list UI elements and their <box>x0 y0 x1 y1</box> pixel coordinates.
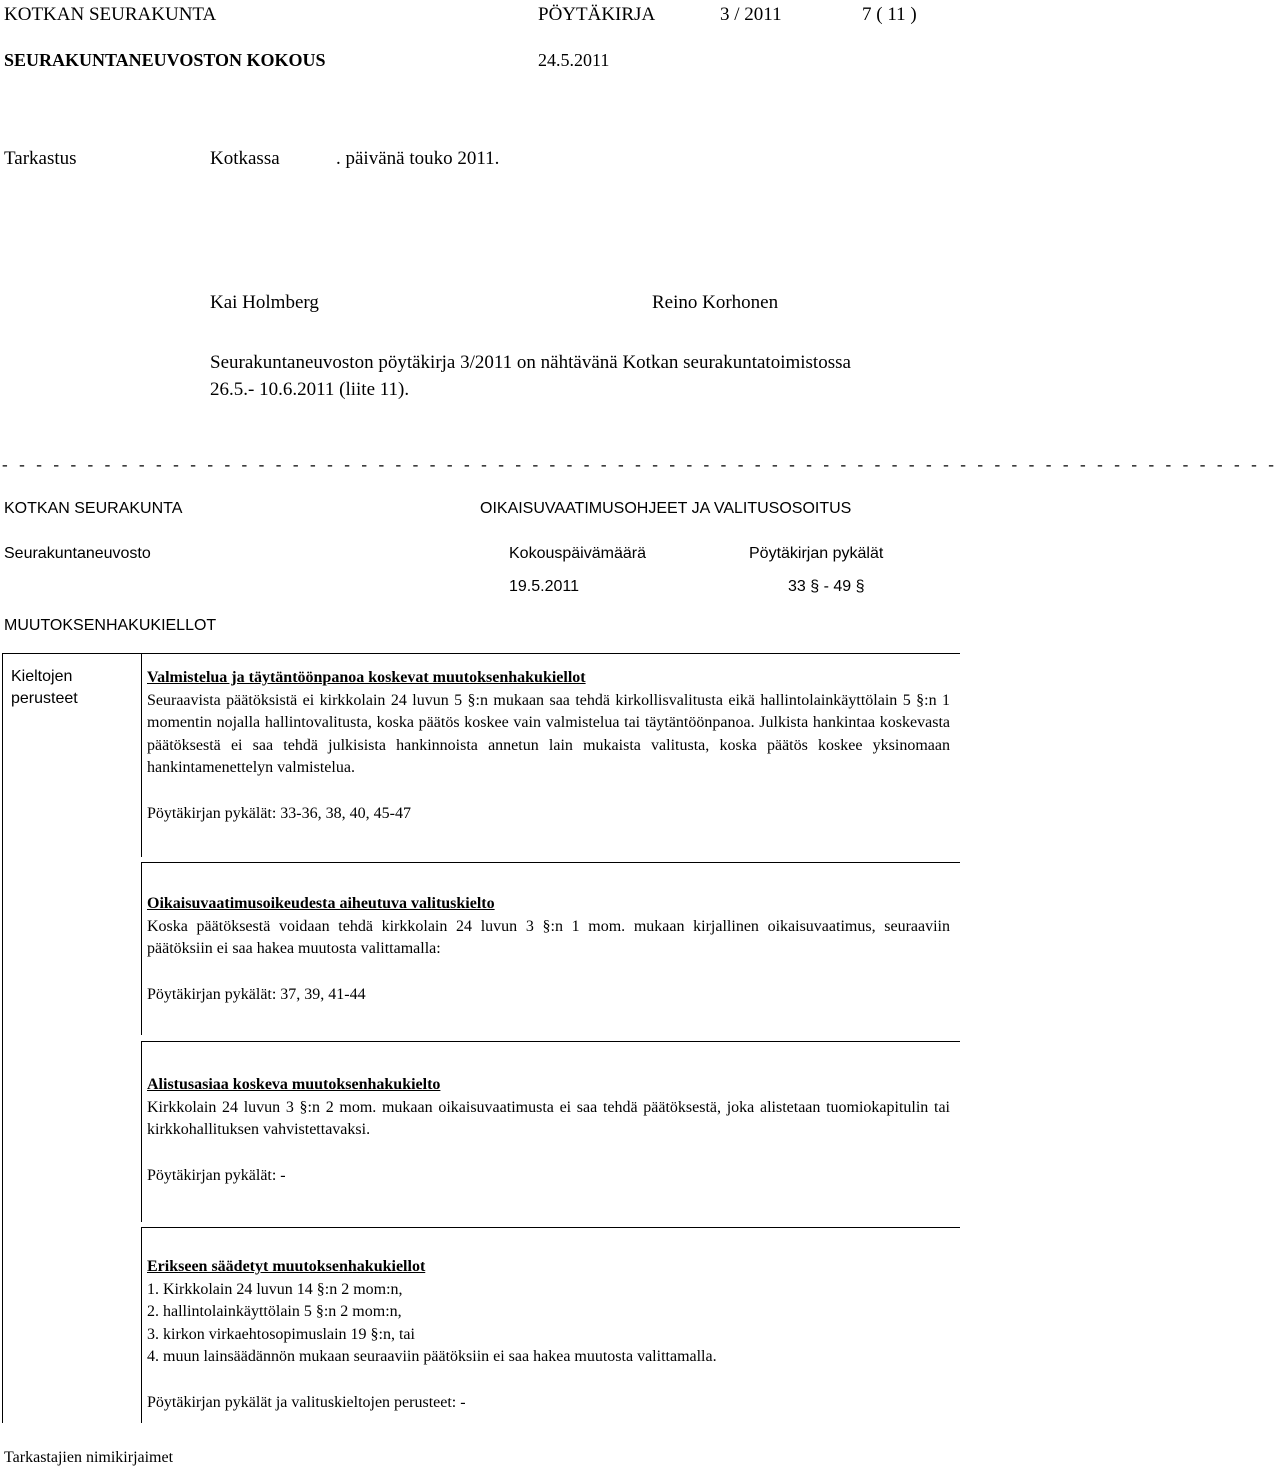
notice-line-1: Seurakuntaneuvoston pöytäkirja 3/2011 on nähtävänä Kotkan seurakuntatoimistossa <box>210 352 851 373</box>
table-left-border <box>2 653 3 1423</box>
restrictions-title: MUUTOKSENHAKUKIELLOT <box>4 617 217 634</box>
section-heading: Valmistelua ja täytäntöönpanoa koskevat muutoksenhakukiellot <box>147 669 586 686</box>
section-preparation <box>147 667 950 825</box>
inspection-date: . päivänä touko 2011. <box>336 148 500 169</box>
inspection-place: Kotkassa <box>210 148 280 169</box>
header-org: KOTKAN SEURAKUNTA <box>4 4 217 25</box>
header-doc-type: PÖYTÄKIRJA <box>538 4 656 25</box>
section-divider-2 <box>141 862 142 1035</box>
section-divider-1 <box>141 653 142 857</box>
list-item: 4. muun lainsäädännön mukaan seuraaviin päätöksiin ei saa hakea muutosta valittamalla. <box>147 1348 717 1365</box>
section-text: Kirkkolain 24 luvun 3 §:n 2 mom. mukaan oikaisuvaatimusta ei saa tehdä päätöksestä, joka alistetaan tuomiokapitulin tai kirkkohallituksen vahvistettavaksi. <box>147 1098 950 1138</box>
section-heading: Erikseen säädetyt muutoksenhakukiellot <box>147 1258 426 1275</box>
section-rectification <box>147 893 950 1006</box>
header-doc-number: 3 / 2011 <box>720 4 782 25</box>
header-meeting: SEURAKUNTANEUVOSTON KOKOUS <box>4 50 326 70</box>
section-text: Seuraavista päätöksistä ei kirkkolain 24 luvun 5 §:n mukaan saa tehdä kirkollisvalitusta eikä hallintolainkäyttölain 5 §:n 1 momentin nojalla hallintovalitusta, koska päätös koskee vain valmistelua tai täytäntöönpanoa. Julkista hankintaa koskevasta päätöksestä ei saa tehdä julkisista hankinnoista annetun lain mukaista valitusta, koska päätös koskee yksinomaan hankintamenettelyn valmistelua. <box>147 691 950 776</box>
section-top-border-2 <box>141 862 960 863</box>
section-paragraphs: Pöytäkirjan pykälät: 37, 39, 41-44 <box>147 985 366 1003</box>
appeal-body: Seurakuntaneuvosto <box>4 545 151 562</box>
section-paragraphs: Pöytäkirjan pykälät: - <box>147 1166 286 1184</box>
appeal-sections-label: Pöytäkirjan pykälät <box>749 545 884 562</box>
inspection-signer-2: Reino Korhonen <box>652 292 779 313</box>
section-paragraphs: Pöytäkirjan pykälät: 33-36, 38, 40, 45-47 <box>147 804 411 822</box>
header-page-number: 7 ( 11 ) <box>862 4 917 25</box>
footer-initials-label: Tarkastajien nimikirjaimet <box>4 1449 174 1466</box>
section-top-border-1 <box>141 653 960 654</box>
section-top-border-4 <box>141 1227 960 1228</box>
appeal-title: OIKAISUVAATIMUSOHJEET JA VALITUSOSOITUS <box>480 500 852 517</box>
appeal-org: KOTKAN SEURAKUNTA <box>4 500 183 517</box>
separator-line: - - - - - - - - - - - - - - - - - - - - - - - - - - - - - - - - - - - - - - - - - - - - - - - - - - - - - - - - - - - - - - - - - - - - - - - - - - - <box>2 455 1277 474</box>
inspection-signer-1: Kai Holmberg <box>210 292 319 313</box>
appeal-date-label: Kokouspäivämäärä <box>509 545 646 562</box>
section-divider-3 <box>141 1041 142 1222</box>
section-statutory <box>147 1256 950 1414</box>
list-item: 2. hallintolainkäyttölain 5 §:n 2 mom:n, <box>147 1303 402 1320</box>
section-top-border-3 <box>141 1041 960 1042</box>
list-item: 1. Kirkkolain 24 luvun 14 §:n 2 mom:n, <box>147 1280 403 1298</box>
header-meeting-date: 24.5.2011 <box>538 50 610 70</box>
section-paragraphs: Pöytäkirjan pykälät ja valituskieltojen perusteet: - <box>147 1393 466 1411</box>
section-text: Koska päätöksestä voidaan tehdä kirkkolain 24 luvun 3 §:n 1 mom. mukaan kirjallinen oikaisuvaatimus, seuraaviin päätöksiin ei saa hakea muutosta valittamalla: <box>147 917 950 957</box>
notice-line-2: 26.5.- 10.6.2011 (liite 11). <box>210 379 410 400</box>
left-label-line-2: perusteet <box>11 690 78 707</box>
inspection-label: Tarkastus <box>4 148 77 169</box>
table-left-top-border <box>2 653 142 654</box>
section-submission <box>147 1074 950 1187</box>
section-heading: Oikaisuvaatimusoikeudesta aiheutuva valituskielto <box>147 895 495 912</box>
section-divider-4 <box>141 1227 142 1423</box>
appeal-sections-value: 33 § - 49 § <box>788 578 865 595</box>
appeal-date-value: 19.5.2011 <box>509 578 579 595</box>
section-heading: Alistusasiaa koskeva muutoksenhakukielto <box>147 1076 441 1093</box>
list-item: 3. kirkon virkaehtosopimuslain 19 §:n, tai <box>147 1325 415 1343</box>
left-label-line-1: Kieltojen <box>11 668 73 685</box>
